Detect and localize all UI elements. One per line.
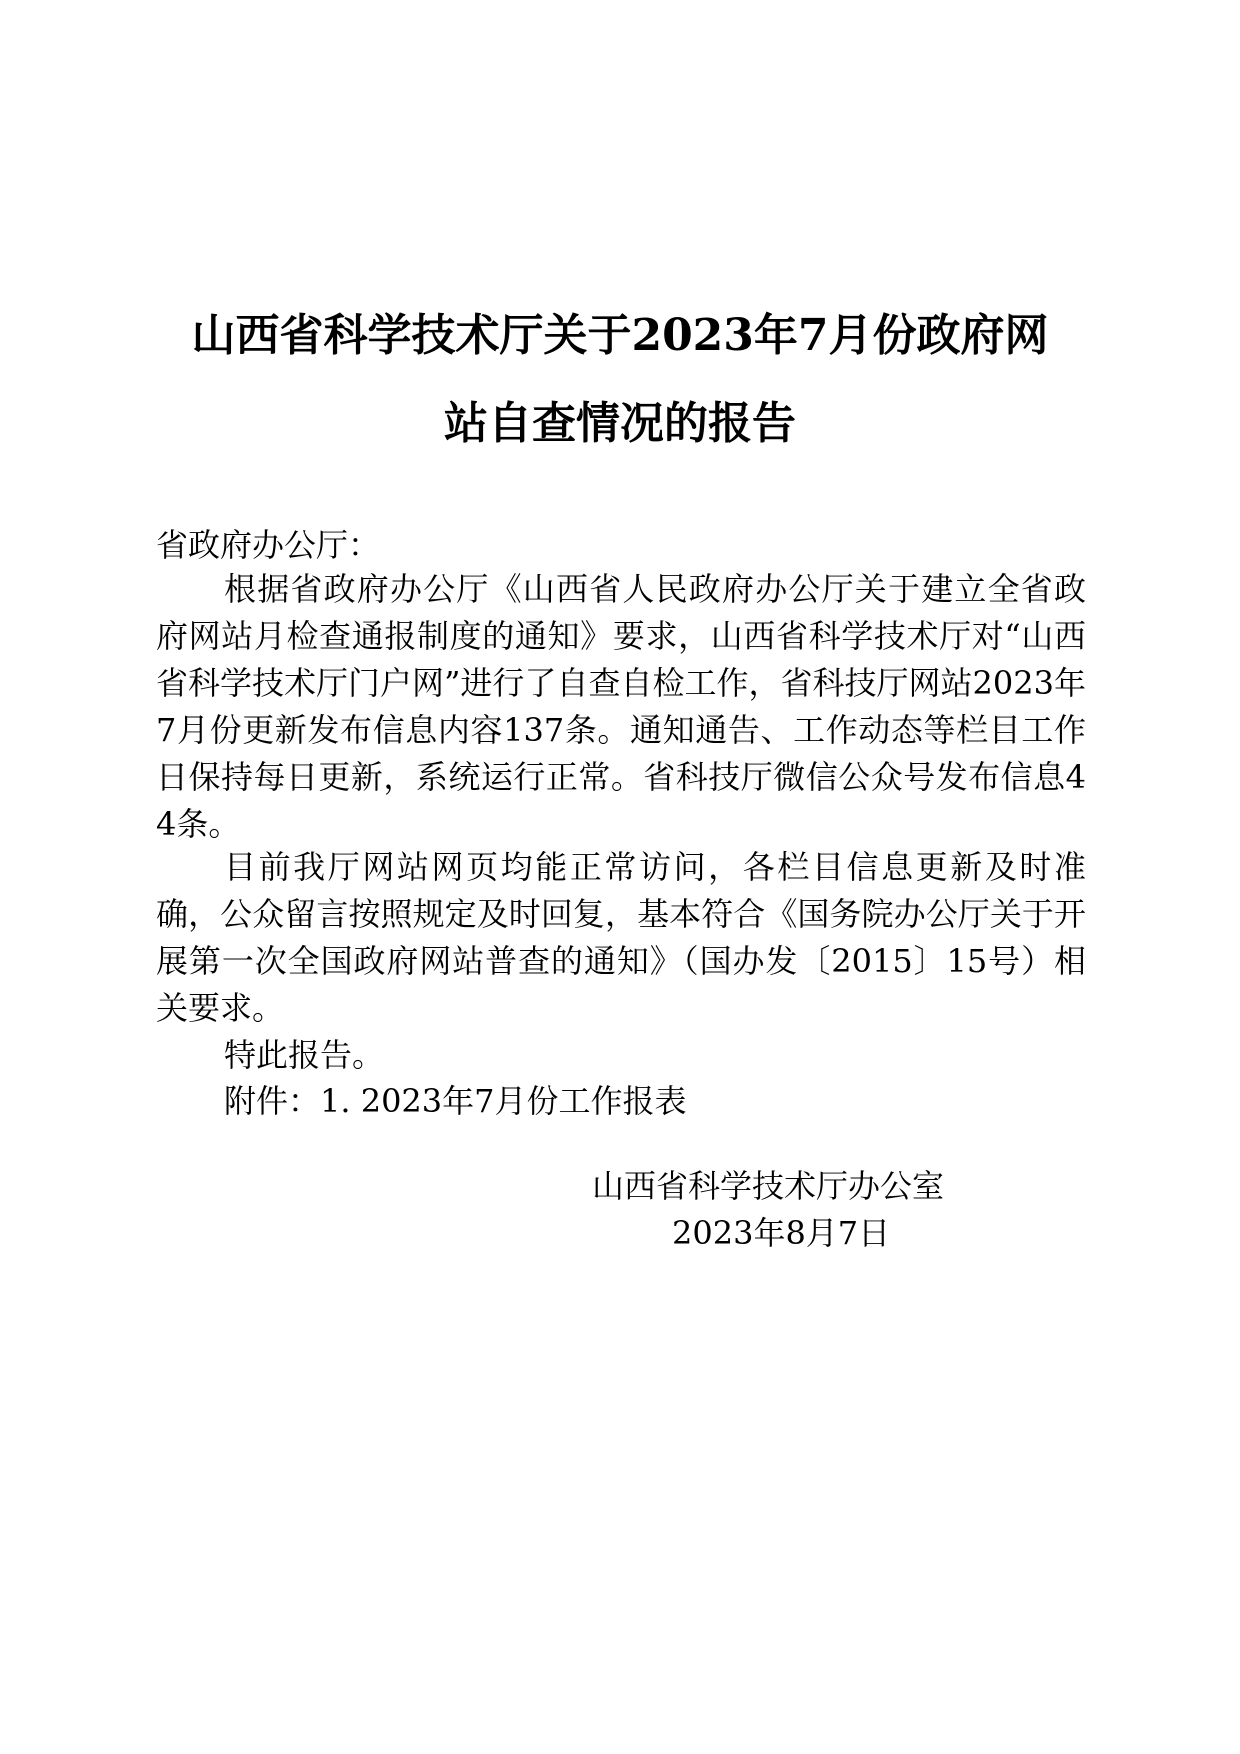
- salutation: 省政府办公厅：: [156, 526, 381, 564]
- signature-date: 2023年8月7日: [672, 1214, 891, 1252]
- body-paragraph-2: 目前我厅网站网页均能正常访问，各栏目信息更新及时准确，公众留言按照规定及时回复，基本符合《国务院办公厅关于开展第一次全国政府网站普查的通知》（国办发〔2015〕15号）相关要求。: [156, 848, 1086, 1027]
- signature-organization: 山西省科学技术厅办公室: [592, 1167, 945, 1205]
- document-title-line-2: 站自查情况的报告: [444, 398, 796, 449]
- attachment-line: 附件：1. 2023年7月份工作报表: [224, 1082, 687, 1120]
- body-paragraph-1: 根据省政府办公厅《山西省人民政府办公厅关于建立全省政府网站月检查通报制度的通知》要求，山西省科学技术厅对“山西省科学技术厅门户网”进行了自查自检工作，省科技厅网站2023年7月份更新发布信息内容137条。通知通告、工作动态等栏目工作日保持每日更新，系统运行正常。省科技厅微信公众号发布信息44条。: [156, 570, 1086, 843]
- document-title-line-1: 山西省科学技术厅关于2023年7月份政府网: [191, 310, 1049, 361]
- closing-remark: 特此报告。: [224, 1036, 385, 1074]
